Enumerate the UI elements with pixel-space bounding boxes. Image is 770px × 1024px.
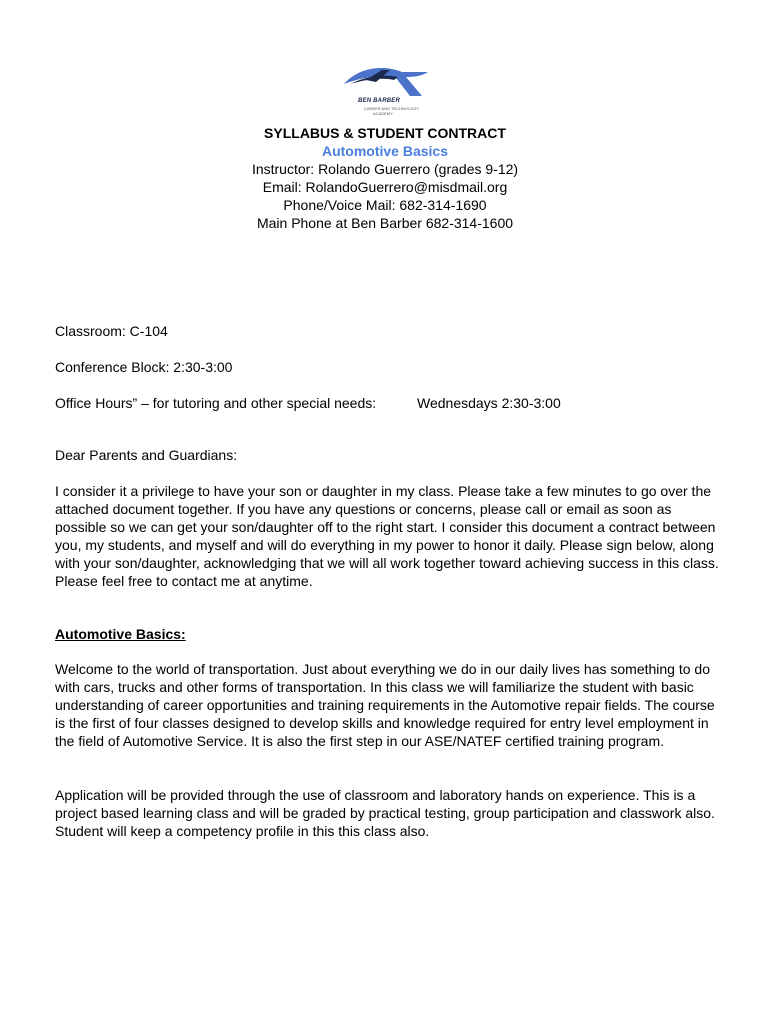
logo-swoosh-icon: [336, 62, 436, 102]
section-paragraph-1: Welcome to the world of transportation. Just about everything we do in our daily lives has something to do with cars, trucks and other forms of transportation. In this class we will familiarize the student with basic understanding of career opportunities and training requirements in the Automotive repair fields. The course is the first of four classes designed to develop skills and knowledge required for entry level employment in the field of Automotive Service. It is also the first step in our ASE/NATEF certified training program.: [55, 661, 715, 749]
phone-line: Phone/Voice Mail: 682-314-1690: [283, 197, 487, 213]
course-name: Automotive Basics: [321, 143, 449, 159]
logo-subtitle: CAREER AND TECHNOLOGY: [364, 106, 420, 111]
section-paragraph-2: Application will be provided through the use of classroom and laboratory hands on experience. This is a project based learning class and will be graded by practical testing, group participation and classwork also. Student will keep a competency profile in this this class also.: [55, 787, 715, 839]
main-phone-line: Main Phone at Ben Barber 682-314-1600: [256, 215, 514, 231]
section-heading: Automotive Basics:: [55, 626, 186, 642]
instructor-line: Instructor: Rolando Guerrero (grades 9-12): [251, 161, 519, 177]
office-hours-value: Wednesdays 2:30-3:00: [417, 395, 561, 411]
conference-block-line: Conference Block: 2:30-3:00: [55, 359, 233, 375]
letter-body: I consider it a privilege to have your son or daughter in my class. Please take a few minutes to go over the attached document together. If you have any questions or concerns, please call or email as soon as possible so we can get your son/daughter off to the right start. I consider this document a contract between you, my students, and myself and will do everything in my power to honor it daily. Please sign below, along with your son/daughter, acknowledging that we will all work together toward achieving success in this class. Please feel free to contact me at anytime.: [55, 483, 719, 589]
classroom-line: Classroom: C-104: [55, 323, 168, 339]
document-title: SYLLABUS & STUDENT CONTRACT: [264, 125, 506, 141]
logo-subtitle-academy: ACADEMY: [373, 111, 393, 116]
letter-greeting: Dear Parents and Guardians:: [55, 447, 238, 463]
logo-name: BEN BARBER: [358, 98, 401, 104]
email-line: Email: RolandoGuerrero@misdmail.org: [262, 179, 508, 195]
school-logo: [336, 62, 436, 122]
office-hours-label: Office Hours” – for tutoring and other special needs:: [55, 395, 377, 411]
document-header: [0, 124, 770, 232]
